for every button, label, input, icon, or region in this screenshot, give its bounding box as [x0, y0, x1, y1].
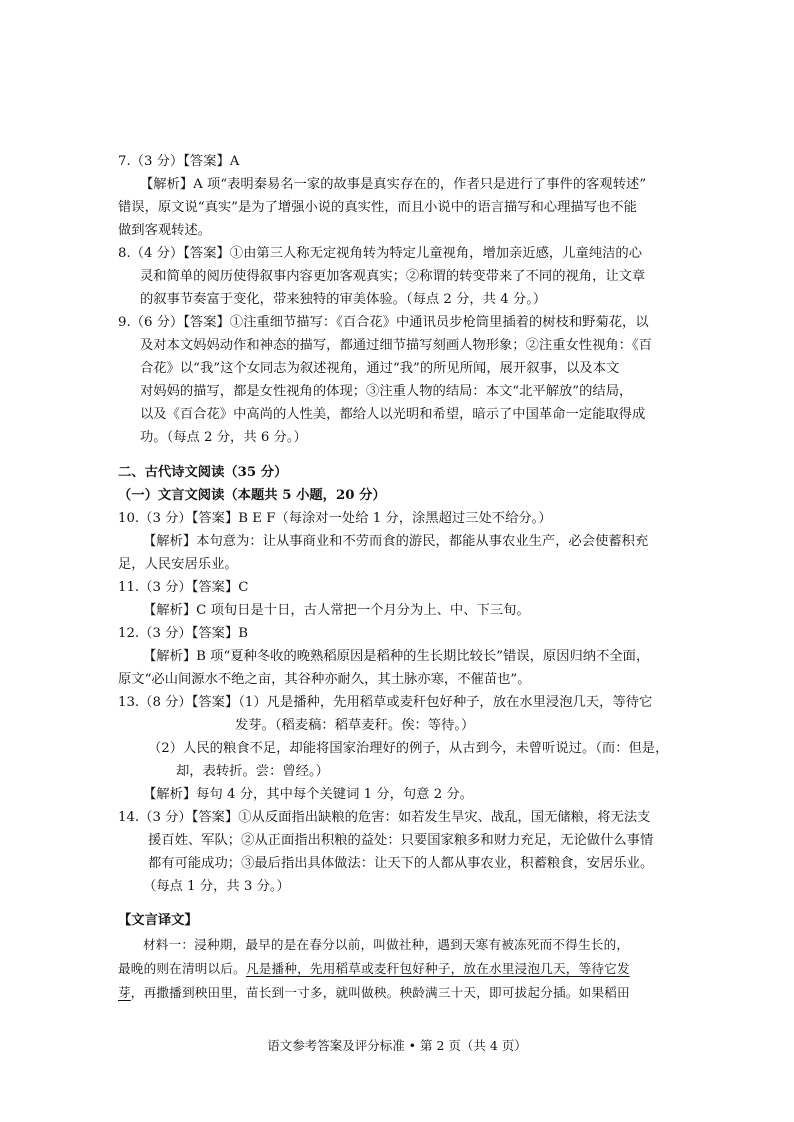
- q11-analysis-line: 【解析】C 项旬日是十日，古人常把一个月分为上、中、下三旬。: [143, 603, 530, 618]
- q14-answer-line: 14.（3 分）【答案】①从反面指出缺粮的危害：如若发生旱灾、战乱，国无储粮，将无法支: [118, 810, 651, 825]
- translation-line: [118, 960, 630, 978]
- translation-text: ，再撒播到秧田里，苗长到一寸多，就叫做秧。秧龄满三十天，即可拔起分插。如果稻田: [130, 985, 630, 1000]
- q11-answer-line: 11.（3 分）【答案】C: [118, 580, 249, 595]
- translation-line: 材料一：浸种期，最早的是在春分以前，叫做社种，遇到天寒有被冻死而不得生长的，: [143, 937, 630, 952]
- q9-answer-line: 9.（6 分）【答案】①注重细节描写：《百合花》中通讯员步枪筒里插着的树枝和野菊花，以: [118, 315, 649, 330]
- q10-analysis-line: 足，人民安居乐业。: [118, 557, 238, 572]
- q14-answer-line: （每点 1 分，共 3 分。）: [143, 879, 290, 894]
- q7-analysis-line: 错误，原文说“真实”是为了增强小说的真实性，而且小说中的语言描写和心理描写也不能: [118, 200, 637, 215]
- q14-answer-line: 都有可能成功；③最后指出具体做法：让天下的人都从事农业，积蓄粮食，安居乐业。: [148, 856, 654, 871]
- q7-head: 7.（3 分）【答案】A: [118, 154, 240, 169]
- q9-answer-line: 对妈妈的描写，都是女性视角的体现；③注重人物的结局：本文“北平解放”的结局，: [140, 384, 633, 399]
- q13-answer-line: （2）人民的粮食不足，却能将国家治理好的例子，从古到今，未曾听说过。（而：但是，: [148, 741, 669, 756]
- q7-analysis-line: 【解析】A 项“表明秦易名一家的故事是真实存在的，作者只是进行了事件的客观转述”: [140, 177, 647, 192]
- translation-line: [118, 984, 630, 1002]
- q8-answer-line: 灵和简单的阅历使得叙事内容更加客观真实；②称谓的转变带来了不同的视角，让文章: [140, 269, 646, 284]
- q7-analysis-line: 做到客观转述。: [118, 223, 212, 238]
- q12-answer-line: 12.（3 分）【答案】B: [118, 626, 249, 641]
- q8-answer-line: 的叙事节奏富于变化，带来独特的审美体验。（每点 2 分，共 4 分。）: [140, 292, 547, 307]
- q10-analysis-line: 【解析】本句意为：让从事商业和不劳而食的游民，都能从事农业生产，必会使蓄积充: [143, 534, 649, 549]
- q14-answer-line: 援百姓、军队；②从正面指出积粮的益处：只要国家粮多和财力充足，无论做什么事情: [148, 833, 654, 848]
- translation-text: 最晚的则在清明以后。: [118, 961, 246, 976]
- q9-answer-line: 及对本文妈妈动作和神态的描写，都通过细节描写刻画人物形象；②注重女性视角：《百: [140, 338, 652, 353]
- translation-underlined-text: 芽: [118, 985, 131, 1000]
- q13-analysis-line: 【解析】每句 4 分，其中每个关键词 1 分，句意 2 分。: [143, 787, 473, 802]
- translation-title: 【文言译文】: [118, 913, 198, 928]
- q13-answer-line: 却，表转折。尝：曾经。）: [176, 764, 329, 779]
- q13-answer-line: 发芽。（稻麦稿：稻草麦秆。俟：等待。）: [235, 718, 475, 733]
- q10-answer-line: 10.（3 分）【答案】B E F（每涂对一处给 1 分，涂黑超过三处不给分。）: [118, 511, 552, 526]
- q12-analysis-line: 原文“必山间源水不绝之亩，其谷种亦耐久，其土脉亦寒，不催苗也”。: [118, 672, 531, 687]
- section-2-subtitle: （一）文言文阅读（本题共 5 小题，20 分）: [118, 488, 386, 503]
- q8-answer-line: 8.（4 分）【答案】①由第三人称无定视角转为特定儿童视角，增加亲近感，儿童纯洁的心: [118, 246, 643, 261]
- q12-analysis-line: 【解析】B 项“夏种冬收的晚熟稻原因是稻种的生长期比较长”错误，原因归纳不全面，: [143, 649, 650, 664]
- q13-answer-line: 13.（8 分）【答案】（1）凡是播种，先用稻草或麦秆包好种子，放在水里浸泡几天，等待它: [118, 695, 653, 710]
- section-2-title: 二、古代诗文阅读（35 分）: [118, 465, 288, 480]
- translation-underlined-text: 凡是播种，先用稻草或麦秆包好种子，放在水里浸泡几天，等待它发: [245, 961, 630, 976]
- q9-answer-line: 合花》以“我”这个女同志为叙述视角，通过“我”的所见所闻，展开叙事，以及本文: [140, 361, 620, 376]
- q9-answer-line: 功。（每点 2 分，共 6 分。）: [140, 430, 307, 445]
- page-footer: 语文参考答案及评分标准 • 第 2 页（共 4 页）: [267, 1038, 527, 1053]
- q9-answer-line: 以及《百合花》中高尚的人性美，都给人以光明和希望，暗示了中国革命一定能取得成: [140, 407, 646, 422]
